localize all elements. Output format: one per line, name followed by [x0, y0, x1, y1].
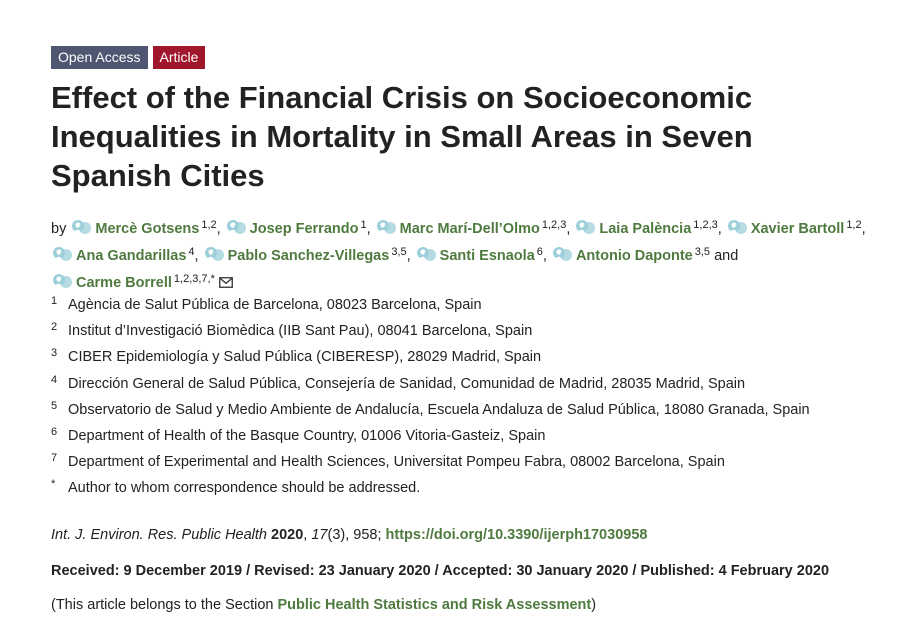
author-avatar-icon[interactable]	[726, 219, 748, 236]
affiliation-number: *	[51, 478, 56, 491]
author-link[interactable]: Mercè Gotsens	[95, 221, 200, 237]
author-item	[203, 248, 407, 264]
author-link[interactable]: Marc Marí-Dell’Olmo	[399, 221, 540, 237]
author-link[interactable]: Laia Palència	[599, 221, 692, 237]
author-avatar-icon[interactable]	[415, 246, 437, 263]
citation-volume: 17	[311, 527, 328, 543]
author-avatar-icon[interactable]	[203, 246, 225, 263]
author-affil-sup: 3,5	[391, 246, 407, 258]
author-avatar-icon[interactable]	[375, 219, 397, 236]
author-item	[70, 221, 216, 237]
and-label: and	[714, 248, 739, 264]
by-label: by	[51, 221, 67, 237]
author-link[interactable]: Santi Esnaola	[439, 248, 535, 264]
affiliation-number: 5	[51, 399, 58, 412]
affiliation-text: Department of Experimental and Health Sciences, Universitat Pompeu Fabra, 08002 Barcelona, Spain	[68, 454, 725, 471]
affiliation-text: Institut d’Investigació Biomèdica (IIB Sant Pau), 08041 Barcelona, Spain	[68, 323, 533, 340]
section-link[interactable]: Public Health Statistics and Risk Assessment	[277, 597, 592, 613]
author-link[interactable]: Carme Borrell	[76, 275, 172, 291]
affiliation-text: CIBER Epidemiología y Salud Pública (CIBERESP), 28029 Madrid, Spain	[68, 349, 542, 366]
affiliation-number: 6	[51, 425, 58, 438]
author-item	[51, 248, 195, 264]
affiliation-text: Observatorio de Salud y Medio Ambiente de Andalucía, Escuela Andaluza de Salud Pública, 18080 Granada, Spain	[68, 401, 810, 418]
envelope-icon[interactable]	[219, 277, 233, 288]
affiliation-number: 1	[51, 295, 58, 307]
author-avatar-icon[interactable]	[225, 219, 247, 236]
affiliation-number: 7	[51, 452, 58, 465]
doi-link[interactable]: https://doi.org/10.3390/ijerph17030958	[385, 527, 648, 543]
author-item	[551, 248, 710, 264]
author-affil-sup: 1,2,3	[541, 219, 567, 231]
affiliation-text: Dirección General de Salud Pública, Consejería de Sanidad, Comunidad de Madrid, 28035 Madrid, Spain	[68, 375, 746, 392]
author-affil-sup: 1,2	[846, 219, 862, 231]
author-affil-sup: 6	[536, 246, 543, 258]
author-item	[726, 221, 862, 237]
affiliation-item	[51, 427, 911, 453]
author-link[interactable]: Antonio Daponte	[575, 248, 693, 264]
affiliation-number: 3	[51, 347, 58, 360]
affiliation-text: Agència de Salut Pública de Barcelona, 08023 Barcelona, Spain	[68, 297, 482, 313]
open-access-badge[interactable]: Open Access	[51, 46, 148, 69]
section-suffix: )	[591, 597, 597, 613]
author-avatar-icon[interactable]	[574, 219, 596, 236]
section-prefix: (This article belongs to the Section	[51, 597, 278, 613]
author-affil-sup: 1,2,3	[693, 219, 718, 231]
author-link[interactable]: Josep Ferrando	[249, 221, 359, 237]
citation-issue-pages: (3), 958;	[327, 527, 386, 543]
author-item	[574, 221, 717, 237]
author-avatar-icon[interactable]	[51, 273, 73, 290]
author-affil-sup: 4	[188, 246, 195, 258]
author-item	[415, 248, 543, 264]
affiliation-item	[51, 322, 911, 348]
author-item	[225, 221, 367, 237]
author-avatar-icon[interactable]	[51, 246, 73, 263]
affiliation-number: 2	[51, 321, 58, 334]
journal-name: Int. J. Environ. Res. Public Health	[51, 527, 267, 543]
article-title: Effect of the Financial Crisis on Socioeconomic Inequalities in Mortality in Small Areas in Seven Spanish Cities	[51, 80, 753, 193]
author-list: by Mercè Gotsens $^{1,2}$, Josep Ferrando $^1$, Marc Marí-Dell’Olmo $^{1,2,3}$, Laia Palència $^{1,2,3}$, Xavier Bartoll $^{1,2}$, Ana Gandarillas $^4$, Pablo Sanchez-Villegas $^{3,5}$, Santi Esnaola $^6$, Antonio Daponte $^{3,5}$ and Carme Borrell $^{1,2,3,7,*}$	[51, 219, 866, 291]
author-affil-sup: 1	[360, 219, 367, 231]
author-link[interactable]: Xavier Bartoll	[750, 221, 845, 237]
publication-dates: Received: 9 December 2019 / Revised: 23 January 2020 / Accepted: 30 January 2020 / Published: 4 February 2020	[51, 563, 830, 579]
author-affil-sup: 1,2	[201, 219, 217, 231]
author-link[interactable]: Ana Gandarillas	[76, 248, 187, 264]
author-link[interactable]: Pablo Sanchez-Villegas	[227, 248, 390, 264]
affiliation-item	[51, 375, 911, 401]
citation-line: Int. J. Environ. Res. Public Health 2020, 17(3), 958; https://doi.org/10.3390/ijerph17030958	[51, 527, 648, 543]
article-type-badge[interactable]: Article	[153, 46, 206, 69]
affiliation-item	[51, 296, 911, 322]
author-avatar-icon[interactable]	[551, 246, 573, 263]
affiliation-list	[51, 296, 911, 506]
author-avatar-icon[interactable]	[70, 219, 92, 236]
affiliation-item	[51, 453, 911, 479]
author-affil-sup: 3,5	[694, 246, 711, 258]
author-item	[51, 275, 233, 291]
affiliation-item	[51, 479, 911, 505]
affiliation-item	[51, 348, 911, 374]
affiliation-number: 4	[51, 373, 58, 386]
citation-year: 2020	[271, 527, 304, 543]
section-note	[51, 597, 596, 613]
affiliation-item	[51, 401, 911, 427]
affiliation-text: Department of Health of the Basque Country, 01006 Vitoria-Gasteiz, Spain	[68, 427, 546, 444]
article-badges	[51, 46, 205, 69]
author-affil-sup: 1,2,3,7,*	[173, 273, 215, 285]
author-item	[375, 221, 567, 237]
affiliation-text: Author to whom correspondence should be addressed.	[68, 480, 421, 497]
